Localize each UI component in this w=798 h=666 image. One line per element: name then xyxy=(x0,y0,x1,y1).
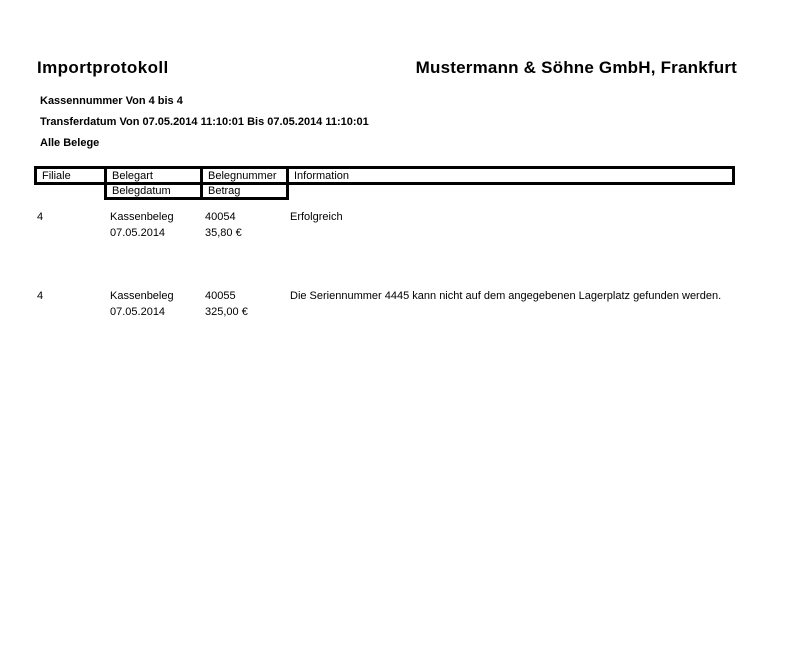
cell-belegart: Kassenbeleg xyxy=(110,290,174,302)
cell-belegnummer-group xyxy=(205,288,248,320)
cell-belegart-group xyxy=(110,209,174,241)
cell-filiale: 4 xyxy=(37,211,44,223)
table-row xyxy=(35,288,755,322)
import-log-header-table xyxy=(34,166,735,200)
cell-information: Erfolgreich xyxy=(290,211,343,223)
cell-belegdatum: 07.05.2014 xyxy=(110,306,166,318)
column-header-filiale-spacer xyxy=(36,184,106,199)
company-name: Mustermann & Söhne GmbH, Frankfurt xyxy=(415,58,737,77)
report-title: Importprotokoll xyxy=(37,58,169,77)
column-header-belegdatum: Belegdatum xyxy=(106,184,202,199)
filter-kassennummer: Kassennummer Von 4 bis 4 xyxy=(40,95,183,107)
table-row xyxy=(35,209,755,243)
cell-belegnummer: 40054 xyxy=(205,211,236,223)
column-header-filiale: Filiale xyxy=(36,168,106,184)
column-header-information-spacer xyxy=(288,184,734,199)
filter-transferdatum: Transferdatum Von 07.05.2014 11:10:01 Bis 07.05.2014 11:10:01 xyxy=(40,116,369,128)
column-header-information: Information xyxy=(288,168,734,184)
cell-belegnummer: 40055 xyxy=(205,290,236,302)
cell-belegdatum: 07.05.2014 xyxy=(110,227,166,239)
filter-beleg-type: Alle Belege xyxy=(40,137,100,149)
cell-belegnummer-group xyxy=(205,209,242,241)
cell-betrag: 35,80 € xyxy=(205,227,242,239)
cell-information: Die Seriennummer 4445 kann nicht auf dem angegebenen Lagerplatz gefunden werden. xyxy=(290,290,722,302)
cell-belegart-group xyxy=(110,288,174,320)
column-header-belegart: Belegart xyxy=(106,168,202,184)
cell-filiale: 4 xyxy=(37,290,44,302)
cell-betrag: 325,00 € xyxy=(205,306,248,318)
column-header-betrag: Betrag xyxy=(202,184,288,199)
column-header-belegnummer: Belegnummer xyxy=(202,168,288,184)
cell-belegart: Kassenbeleg xyxy=(110,211,174,223)
